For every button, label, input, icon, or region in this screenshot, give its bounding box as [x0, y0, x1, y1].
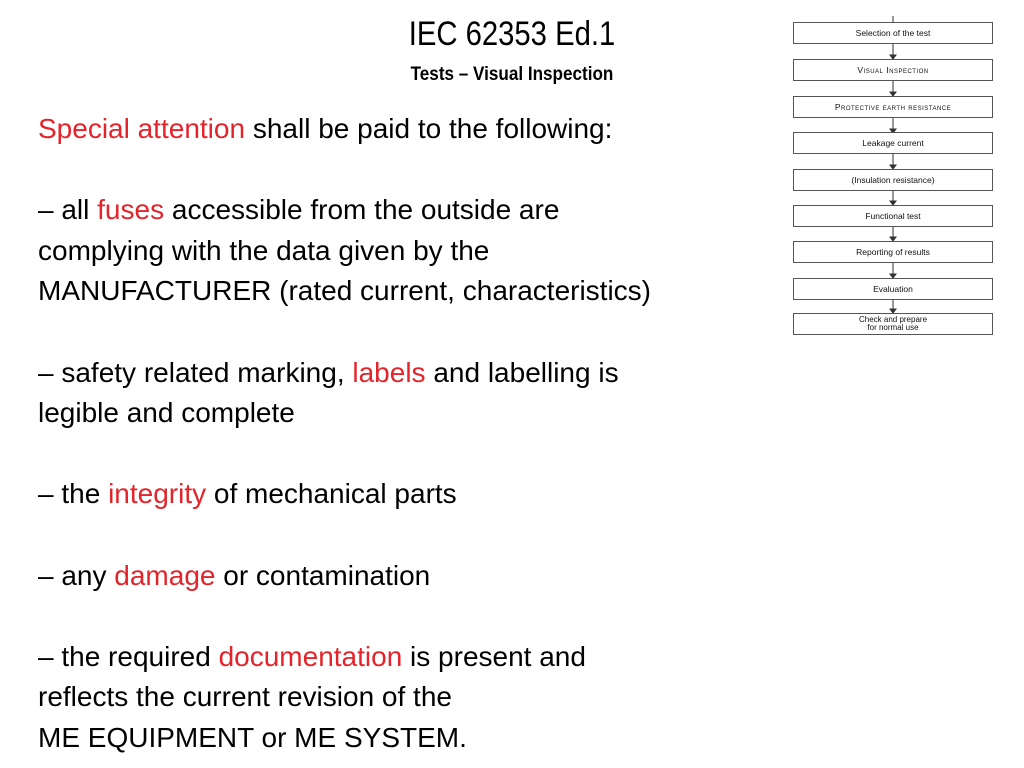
- flow-step-evaluation: Evaluation: [793, 278, 993, 300]
- bullet-integrity: [38, 474, 798, 515]
- flow-step-selection: Selection of the test: [793, 22, 993, 44]
- bullet-damage-prefix: – any: [38, 559, 115, 591]
- flow-step-insulation: (Insulation resistance): [793, 169, 993, 191]
- highlight-integrity: integrity: [108, 478, 207, 510]
- bullet-documentation-suffix: is present and: [402, 640, 586, 672]
- intro-line: [38, 109, 798, 150]
- bullet-documentation-line2: reflects the current revision of the: [38, 681, 452, 713]
- slide-subtitle: Tests – Visual Inspection: [410, 64, 614, 85]
- bullet-documentation: [38, 637, 798, 678]
- bullet-damage-suffix: or contamination: [215, 559, 431, 591]
- highlight-special-attention: Special attention: [38, 113, 246, 144]
- bullet-fuses-line2: complying with the data given by the: [38, 234, 490, 266]
- bullet-fuses-line3: MANUFACTURER (rated current, characteristics): [38, 275, 652, 307]
- bullet-documentation-line3: ME EQUIPMENT or ME SYSTEM.: [38, 721, 467, 753]
- bullet-labels: [38, 353, 798, 394]
- spacer: [38, 150, 798, 191]
- flow-step-check-line1: Check and prepare: [858, 315, 928, 324]
- bullet-labels-line2: legible and complete: [38, 397, 295, 429]
- bullet-labels-prefix: – safety related marking,: [38, 356, 353, 388]
- spacer: [38, 596, 798, 637]
- highlight-documentation: documentation: [218, 640, 403, 672]
- test-sequence-flowchart: [788, 16, 1000, 338]
- flow-step-protective-earth: Protective earth resistance: [793, 96, 993, 118]
- highlight-damage: damage: [114, 559, 216, 591]
- flow-step-visual-inspection: Visual Inspection: [793, 59, 993, 81]
- bullet-fuses-suffix: accessible from the outside are: [164, 194, 560, 226]
- bullet-damage: [38, 556, 798, 597]
- flow-step-leakage-current: Leakage current: [793, 132, 993, 154]
- spacer: [38, 312, 798, 353]
- bullet-fuses: [38, 190, 798, 231]
- flow-step-check-prepare: [793, 313, 993, 335]
- spacer: [38, 434, 798, 475]
- slide-body: [38, 109, 798, 759]
- slide-title: IEC 62353 Ed.1: [408, 15, 616, 53]
- bullet-integrity-suffix: of mechanical parts: [206, 478, 457, 510]
- spacer: [38, 515, 798, 556]
- flow-step-functional-test: Functional test: [793, 205, 993, 227]
- bullet-labels-suffix: and labelling is: [425, 356, 619, 388]
- flow-step-reporting: Reporting of results: [793, 241, 993, 263]
- bullet-integrity-prefix: – the: [38, 478, 109, 510]
- highlight-fuses: fuses: [97, 194, 165, 226]
- bullet-documentation-prefix: – the required: [38, 640, 219, 672]
- flow-step-check-line2: for normal use: [867, 323, 919, 332]
- highlight-labels: labels: [352, 356, 426, 388]
- intro-text: shall be paid to the following:: [245, 113, 613, 144]
- bullet-fuses-prefix: – all: [38, 194, 98, 226]
